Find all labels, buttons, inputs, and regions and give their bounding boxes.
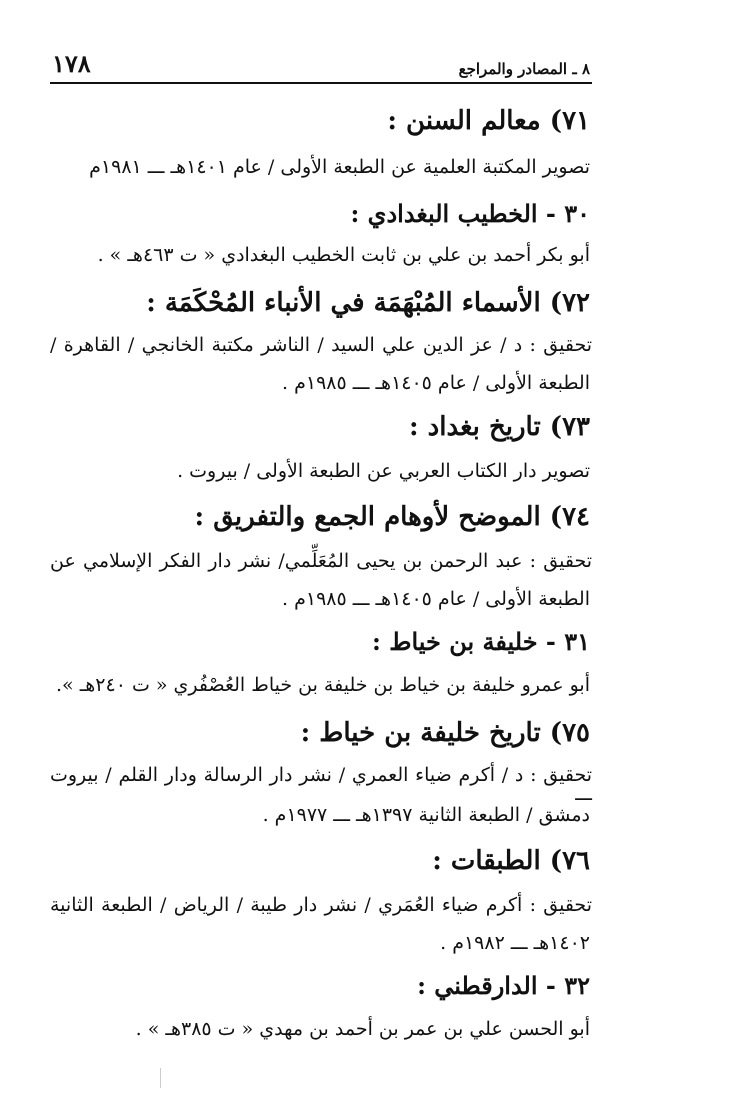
entry-text-72-line2: الطبعة الأولى / عام ١٤٠٥هـ ـــ ١٩٨٥م . <box>282 372 590 394</box>
entry-text-76-line2: ١٤٠٢هـ ـــ ١٩٨٢م . <box>440 932 590 954</box>
entry-text-74-line2: الطبعة الأولى / عام ١٤٠٥هـ ـــ ١٩٨٥م . <box>282 588 590 610</box>
entry-title-73: ٧٣) تاريخ بغداد : <box>409 412 590 442</box>
entry-text-73: تصوير دار الكتاب العربي عن الطبعة الأولى / بيروت . <box>177 460 590 482</box>
author-text-30: أبو بكر أحمد بن علي بن ثابت الخطيب البغدادي « ت ٤٦٣هـ » . <box>97 244 590 266</box>
page-number: ١٧٨ <box>52 49 91 78</box>
entry-text-75-line1: تحقيق : د / أكرم ضياء العمري / نشر دار الرسالة ودار القلم / بيروت ـــ <box>50 764 592 805</box>
entry-title-76: ٧٦) الطبقات : <box>432 846 590 876</box>
document-page <box>50 44 592 1040</box>
entry-title-72: ٧٢) الأسماء المُبْهَمَة في الأنباء المُحْكَمَة : <box>146 288 590 318</box>
page-header <box>50 44 592 84</box>
entry-text-74-line1: تحقيق : عبد الرحمن بن يحيى المُعَلِّمي/ نشر دار الفكر الإسلامي عن <box>50 550 592 572</box>
entry-text-76-line1: تحقيق : أكرم ضياء العُمَري / نشر دار طيبة / الرياض / الطبعة الثانية <box>50 894 592 916</box>
chapter-title: ٨ ـ المصادر والمراجع <box>458 60 590 78</box>
author-text-31: أبو عمرو خليفة بن خياط بن خليفة بن خياط العُصْفُري « ت ٢٤٠هـ ». <box>55 674 590 696</box>
entry-title-75: ٧٥) تاريخ خليفة بن خياط : <box>300 718 590 748</box>
author-text-32: أبو الحسن علي بن عمر بن أحمد بن مهدي « ت ٣٨٥هـ » . <box>135 1018 590 1040</box>
author-heading-30: ٣٠ - الخطيب البغدادي : <box>350 199 590 228</box>
scan-artifact-mark <box>160 1068 161 1088</box>
author-heading-31: ٣١ - خليفة بن خياط : <box>372 627 590 656</box>
entry-text-72-line1: تحقيق : د / عز الدين علي السيد / الناشر مكتبة الخانجي / القاهرة / <box>50 334 592 356</box>
entry-title-71: ٧١) معالم السنن : <box>387 106 590 136</box>
entry-title-74: ٧٤) الموضح لأوهام الجمع والتفريق : <box>194 502 590 532</box>
entry-text-75-line2: دمشق / الطبعة الثانية ١٣٩٧هـ ـــ ١٩٧٧م . <box>262 804 590 826</box>
author-heading-32: ٣٢ - الدارقطني : <box>417 971 590 1000</box>
entry-text-71: تصوير المكتبة العلمية عن الطبعة الأولى / عام ١٤٠١هـ ـــ ١٩٨١م <box>89 156 590 178</box>
